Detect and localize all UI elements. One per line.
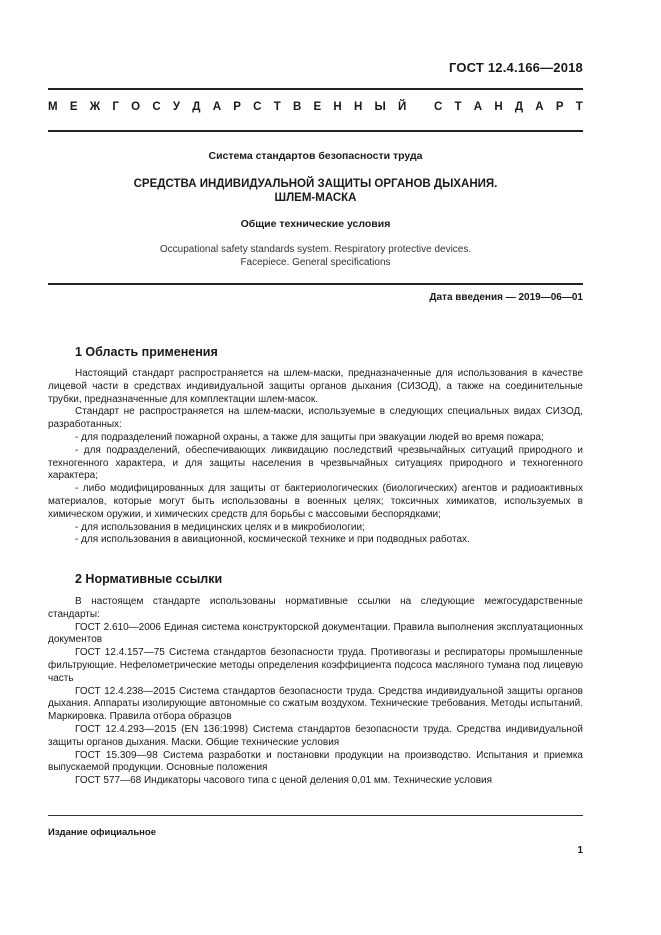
banner-letter: Н xyxy=(333,101,342,113)
reference-item: ГОСТ 12.4.157—75 Система стандартов безопасности труда. Противогазы и респираторы промышленные фильтрующие. Нефелометрические методы определения коэффициента подсоса масляного тумана под лицевую часть xyxy=(48,647,583,684)
reference-item: ГОСТ 12.4.293—2015 (EN 136:1998) Система стандартов безопасности труда. Средства индивидуальной защиты органов дыхания. Маски. Общие технические условия xyxy=(48,723,583,748)
section-heading: 1 Область применения xyxy=(75,345,218,359)
banner-letter: О xyxy=(131,101,141,113)
reference-item: ГОСТ 15.309—98 Система разработки и постановки продукции на производство. Испытания и приемка выпускаемой продукции. Основные положения xyxy=(48,749,583,774)
banner-letter: Т xyxy=(273,101,281,113)
banner-letter: Г xyxy=(112,101,119,113)
paragraph: Настоящий стандарт распространяется на шлем-маски, предназначенные для использования в качестве лицевой части в средствах индивидуальной защиты органов дыхания (СИЗОД), а также на соединительные трубки, предназначенные для комплектации шлем-масок. xyxy=(48,368,583,405)
list-item: - либо модифицированных для защиты от бактериологических (биологических) агентов и радиоактивных материалов, которые могут быть использованы в военных целях; токсичных химикатов, используемых в химическом оружии, и химических средств для борьбы с массовыми беспорядками; xyxy=(48,483,583,520)
document-code: ГОСТ 12.4.166—2018 xyxy=(448,60,583,75)
banner-letter: Т xyxy=(454,101,462,113)
banner-letter: С xyxy=(433,101,443,113)
list-item: - для использования в авиационной, космической технике и при подводных работах. xyxy=(75,534,470,546)
top-rule xyxy=(48,88,583,90)
list-item: - для использования в медицинских целях и в микробиологии; xyxy=(75,521,365,533)
document-subtitle: Общие технические условия xyxy=(240,218,391,230)
banner-letter: В xyxy=(292,101,302,113)
paragraph: Стандарт не распространяется на шлем-маски, используемые в следующих специальных видах СИЗОД, разработанных: xyxy=(48,406,583,431)
english-title xyxy=(48,243,583,269)
section-body xyxy=(48,596,583,788)
banner-letter: Р xyxy=(555,101,564,113)
banner-gap xyxy=(419,101,422,119)
english-title-line: Occupational safety standards system. Respiratory protective devices. xyxy=(159,244,472,255)
banner-letter: Р xyxy=(233,101,241,113)
section-heading: 2 Нормативные ссылки xyxy=(75,572,223,586)
banner-letter: А xyxy=(535,101,544,113)
banner-letter: А xyxy=(473,101,483,113)
list-item: - для подразделений пожарной охраны, а также для защиты при эвакуации людей во время пожара; xyxy=(75,431,544,443)
paragraph: В настоящем стандарте использованы нормативные ссылки на следующие межгосударственные стандарты: xyxy=(48,596,583,620)
title-bottom-rule xyxy=(48,283,583,285)
banner-letter: У xyxy=(172,101,181,113)
banner-letter: Ы xyxy=(374,101,386,113)
banner-letter: Н xyxy=(353,101,363,113)
standard-type-banner xyxy=(48,101,583,119)
banner-letter: Н xyxy=(494,101,503,113)
banner-letter: Е xyxy=(313,101,322,113)
document-title xyxy=(48,177,583,205)
official-edition-label: Издание официальное xyxy=(48,827,156,838)
title-line: ШЛЕМ-МАСКА xyxy=(274,192,357,204)
banner-letter: Й xyxy=(398,101,407,113)
section-body xyxy=(48,368,583,547)
banner-letter: С xyxy=(253,101,262,113)
reference-item: ГОСТ 12.4.238—2015 Система стандартов безопасности труда. Средства индивидуальной защиты органов дыхания. Аппараты изолирующие автономные со сжатым воздухом. Технические требования. Методы испытаний. Маркировка. Правила отбора образцов xyxy=(48,685,583,723)
reference-item: ГОСТ 2.610—2006 Единая система конструкторской документации. Правила выполнения эксплуатационных документов xyxy=(48,621,583,646)
banner-letter: Е xyxy=(69,101,78,113)
footer-rule xyxy=(48,815,583,816)
page-number: 1 xyxy=(577,845,583,856)
english-title-line: Facepiece. General specifications xyxy=(240,257,391,268)
reference-item: ГОСТ 577—68 Индикаторы часового типа с ценой деления 0,01 мм. Технические условия xyxy=(75,775,493,787)
banner-rule xyxy=(48,130,583,132)
banner-letter: Д xyxy=(192,101,201,113)
banner-letter: Ж xyxy=(89,101,101,113)
list-item: - для подразделений, обеспечивающих ликвидацию последствий чрезвычайных ситуаций природного и техногенного характера, и для защиты населения в чрезвычайных ситуациях природного и техногенного характера; xyxy=(48,444,583,482)
banner-letter: Т xyxy=(575,101,583,113)
title-line: СРЕДСТВА ИНДИВИДУАЛЬНОЙ ЗАЩИТЫ ОРГАНОВ ДЫХАНИЯ. xyxy=(133,178,498,190)
banner-letter: А xyxy=(212,101,222,113)
banner-letter: С xyxy=(152,101,161,113)
standards-series: Система стандартов безопасности труда xyxy=(208,150,423,162)
banner-letter: М xyxy=(48,101,58,113)
banner-letter: Д xyxy=(514,101,524,113)
introduction-date: Дата введения — 2019—06—01 xyxy=(429,292,583,303)
